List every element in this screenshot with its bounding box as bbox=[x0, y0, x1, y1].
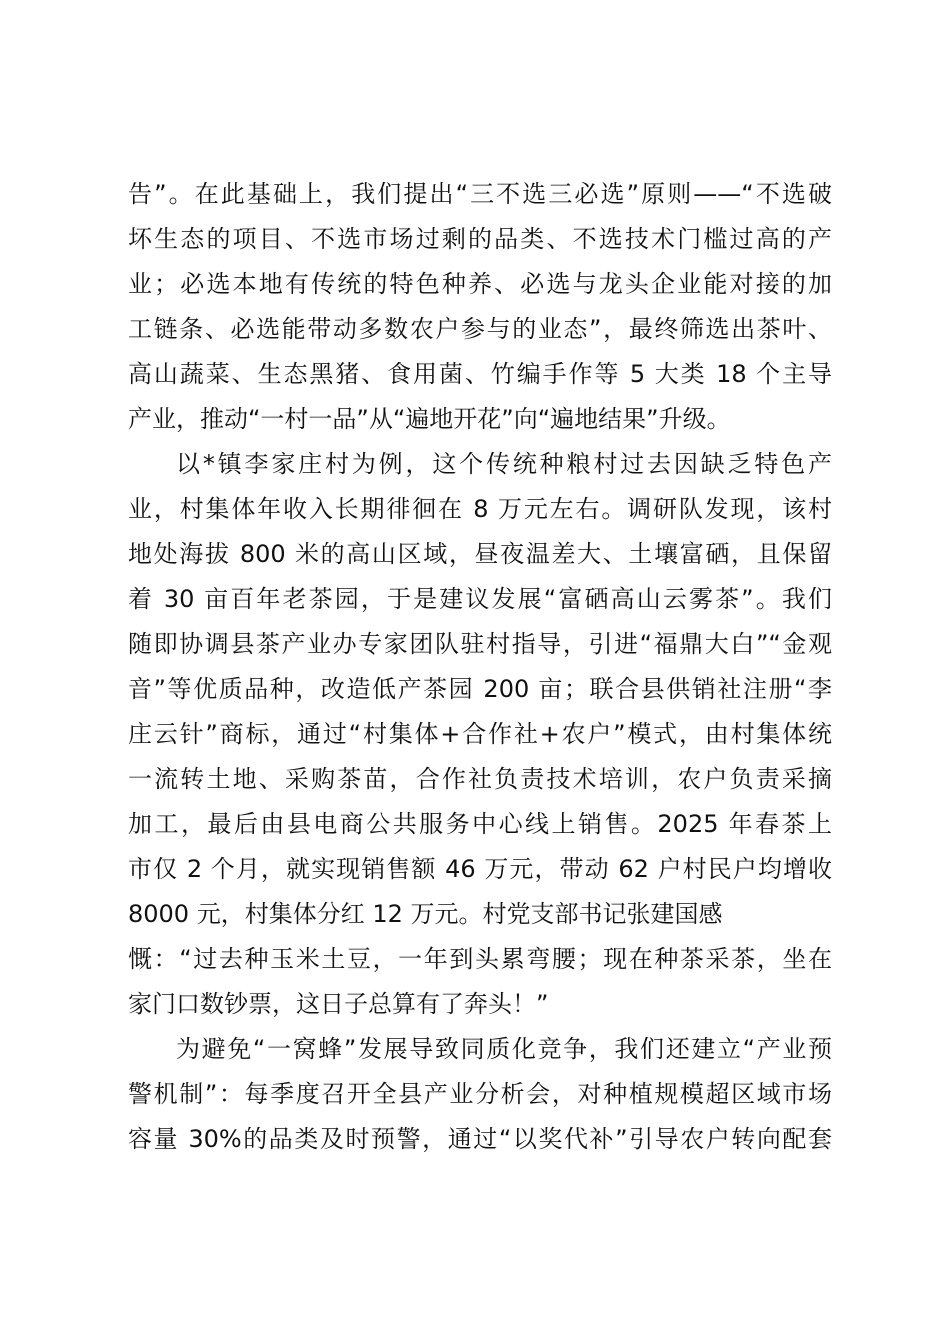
text-line: 庄云针”商标，通过“村集体+合作社+农户”模式，由村集体统 bbox=[128, 720, 832, 748]
text-line: 音”等优质品种，改造低产茶园 200 亩；联合县供销社注册“李 bbox=[128, 675, 832, 703]
text-line: 市仅 2 个月，就实现销售额 46 万元，带动 62 户村民户均增收 bbox=[128, 855, 832, 883]
text-line: 为避免“一窝蜂”发展导致同质化竞争，我们还建立“产业预 bbox=[176, 1035, 832, 1063]
text-line: 工链条、必选能带动多数农户参与的业态”，最终筛选出茶叶、 bbox=[128, 315, 832, 343]
text-line: 一流转土地、采购茶苗，合作社负责技术培训，农户负责采摘 bbox=[128, 765, 832, 793]
text-line: 8000 元，村集体分红 12 万元。村党支部书记张建国感 bbox=[128, 900, 723, 928]
text-line: 业；必选本地有传统的特色种养、必选与龙头企业能对接的加 bbox=[128, 270, 832, 298]
text-line: 警机制”：每季度召开全县产业分析会，对种植规模超区域市场 bbox=[128, 1080, 832, 1108]
document-body bbox=[128, 172, 832, 1162]
text-line: 告”。在此基础上，我们提出“三不选三必选”原则——“不选破 bbox=[128, 180, 832, 208]
text-line: 容量 30%的品类及时预警，通过“以奖代补”引导农户转向配套 bbox=[128, 1125, 832, 1153]
text-line: 加工，最后由县电商公共服务中心线上销售。2025 年春茶上 bbox=[128, 810, 832, 838]
text-line: 高山蔬菜、生态黑猪、食用菌、竹编手作等 5 大类 18 个主导 bbox=[128, 360, 832, 388]
text-line: 随即协调县茶产业办专家团队驻村指导，引进“福鼎大白”“金观 bbox=[128, 630, 832, 658]
text-line: 着 30 亩百年老茶园，于是建议发展“富硒高山云雾茶”。我们 bbox=[128, 585, 832, 613]
paragraph-1 bbox=[128, 172, 832, 442]
text-line: 产业，推动“一村一品”从“遍地开花”向“遍地结果”升级。 bbox=[128, 405, 731, 433]
text-line: 地处海拔 800 米的高山区域，昼夜温差大、土壤富硒，且保留 bbox=[128, 540, 832, 568]
text-line: 坏生态的项目、不选市场过剩的品类、不选技术门槛过高的产 bbox=[128, 225, 832, 253]
text-line: 慨：“过去种玉米土豆，一年到头累弯腰；现在种茶采茶，坐在 bbox=[128, 945, 832, 973]
text-line: 以*镇李家庄村为例，这个传统种粮村过去因缺乏特色产 bbox=[176, 450, 832, 478]
text-line: 业，村集体年收入长期徘徊在 8 万元左右。调研队发现，该村 bbox=[128, 495, 832, 523]
paragraph-2 bbox=[128, 442, 832, 1027]
text-line: 家门口数钞票，这日子总算有了奔头！” bbox=[128, 990, 549, 1018]
paragraph-3 bbox=[128, 1027, 832, 1162]
